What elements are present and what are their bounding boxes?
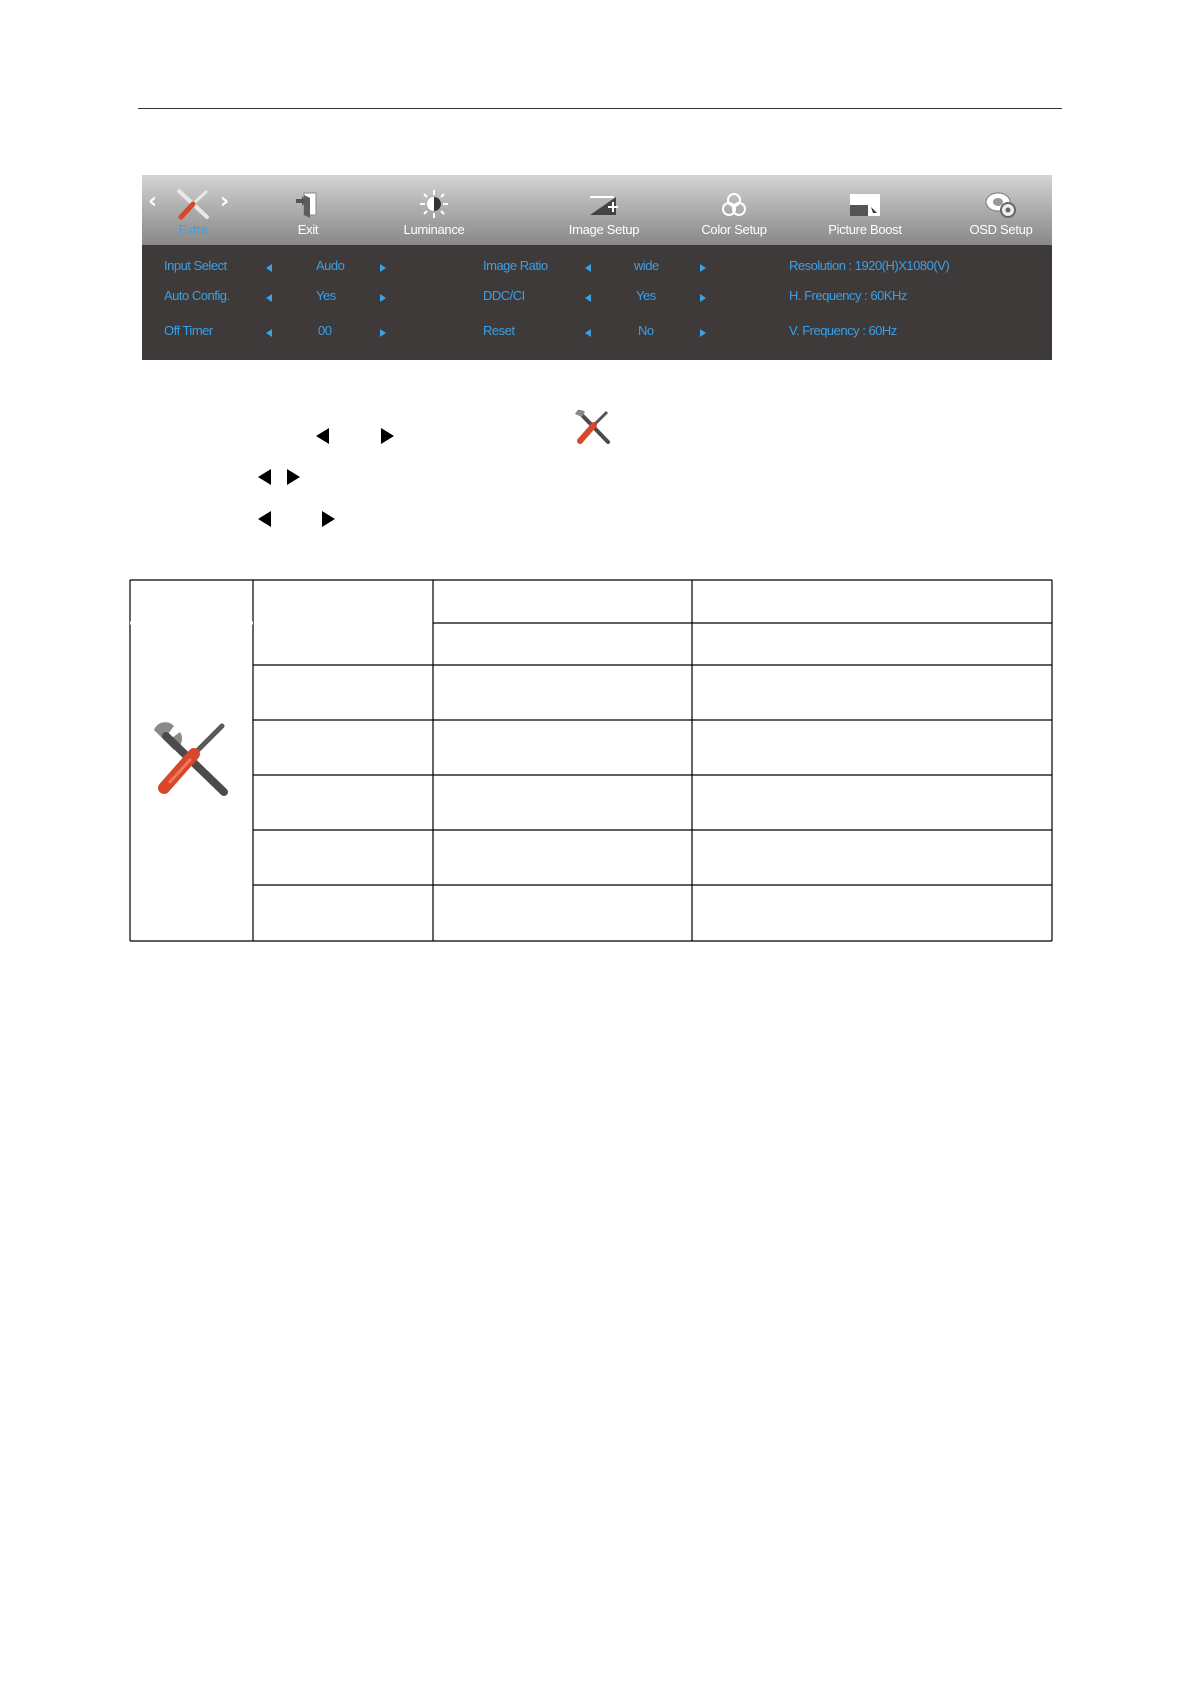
chevron-left-icon[interactable]: ‹ bbox=[148, 189, 158, 214]
setting-label: Auto Config. bbox=[164, 288, 230, 303]
h-frequency-info: H. Frequency : 60KHz bbox=[789, 288, 907, 303]
tools-icon bbox=[150, 720, 232, 798]
tab-label: OSD Setup bbox=[969, 222, 1033, 237]
tab-label: Color Setup bbox=[701, 222, 767, 237]
setting-value: Audo bbox=[316, 258, 345, 273]
tab-label: Extra bbox=[178, 222, 208, 237]
setting-label: Image Ratio bbox=[483, 258, 548, 273]
v-frequency-info: V. Frequency : 60Hz bbox=[789, 323, 897, 338]
setting-value: Yes bbox=[316, 288, 336, 303]
setting-label: DDC/CI bbox=[483, 288, 525, 303]
tab-label: Image Setup bbox=[568, 222, 640, 237]
tab-label: Exit bbox=[297, 222, 319, 237]
chevron-right-icon[interactable]: › bbox=[220, 189, 230, 214]
setting-value: wide bbox=[634, 258, 659, 273]
setting-label: Input Select bbox=[164, 258, 227, 273]
setting-label: Off Timer bbox=[164, 323, 213, 338]
resolution-info: Resolution : 1920(H)X1080(V) bbox=[789, 258, 950, 273]
tab-label: Luminance bbox=[403, 222, 465, 237]
setting-value: No bbox=[638, 323, 654, 338]
setting-label: Reset bbox=[483, 323, 515, 338]
setting-value: 00 bbox=[318, 323, 332, 338]
tab-label: Picture Boost bbox=[828, 222, 902, 237]
setting-value: Yes bbox=[636, 288, 656, 303]
